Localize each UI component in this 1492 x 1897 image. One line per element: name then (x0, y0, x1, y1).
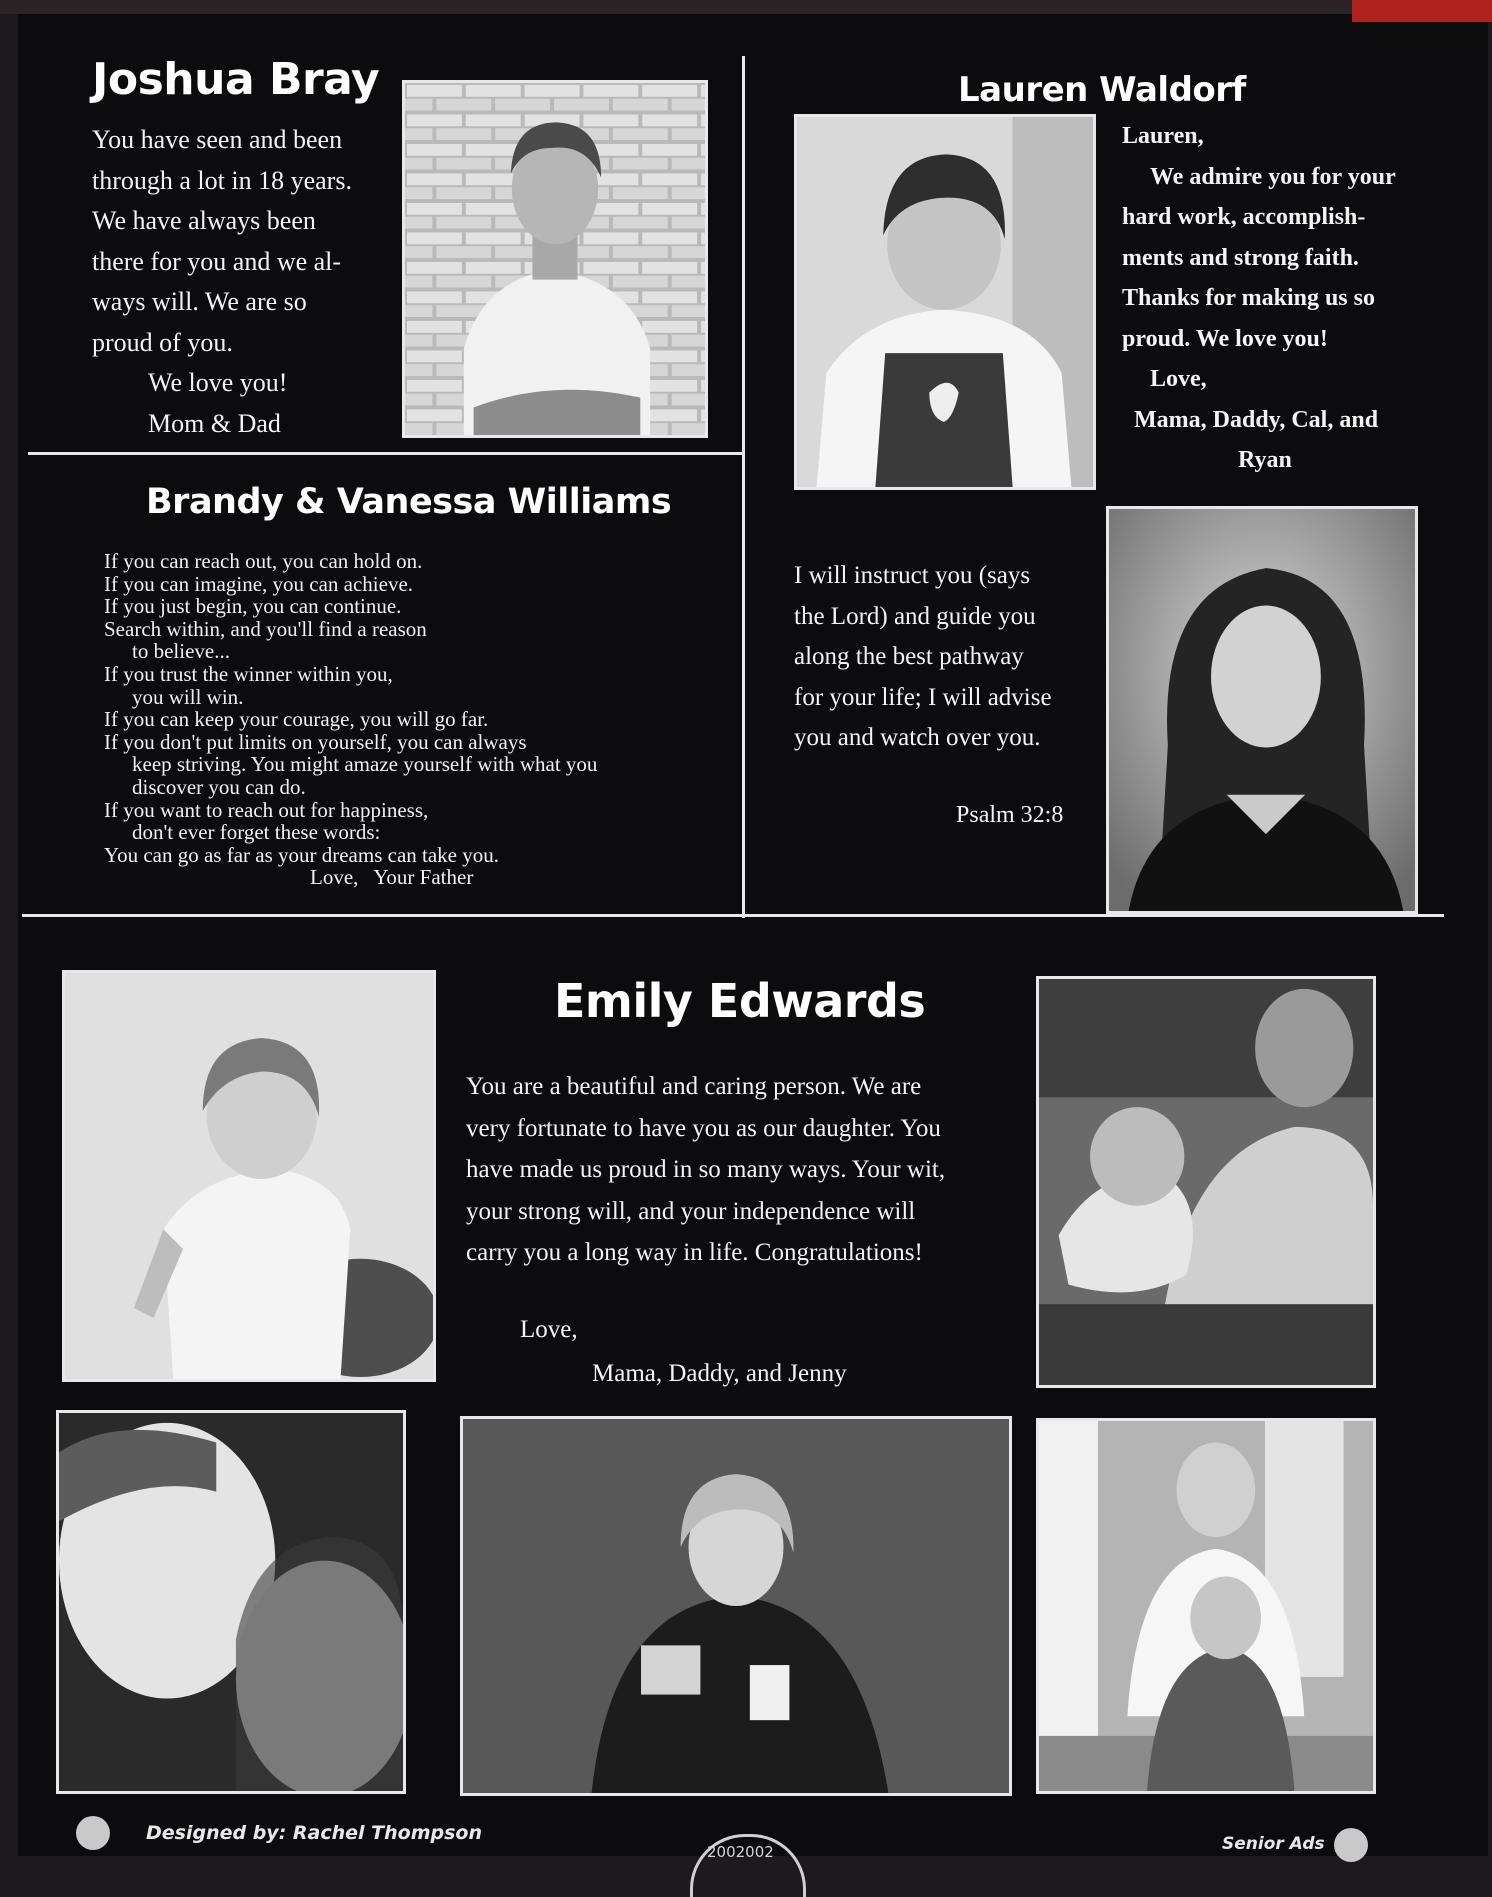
lauren-title: Lauren Waldorf (958, 70, 1246, 110)
section-label: Senior Ads (1222, 1834, 1325, 1854)
joshua-message (92, 120, 352, 444)
joshua-line: We have always been (92, 206, 316, 235)
emily-message (466, 1066, 945, 1274)
poem-line: Search within, and you'll find a reason (104, 616, 427, 641)
poem-line: If you can imagine, you can achieve. (104, 571, 414, 596)
joshua-line: ways will. We are so (92, 287, 307, 316)
verse-line: I will instruct you (says (794, 562, 1031, 589)
poem-line: discover you can do. (132, 774, 306, 799)
joshua-title: Joshua Bray (92, 54, 380, 105)
emily-with-sister-photo (1036, 1418, 1376, 1794)
divider-horizontal-main (22, 914, 1444, 917)
verse-line: along the best pathway (794, 643, 1024, 670)
verse-citation: Psalm 32:8 (956, 802, 1064, 828)
poem-line: you will win. (132, 684, 244, 709)
lauren-line: Love, (1150, 366, 1207, 392)
divider-horizontal-left (28, 452, 742, 455)
emily-line: very fortunate to have you as our daughter. You (466, 1114, 941, 1142)
top-edge (0, 0, 1492, 14)
emily-toddler-photo (62, 970, 436, 1382)
poem-line: If you can keep your courage, you will go far. (104, 707, 489, 732)
poem-line: If you don't put limits on yourself, you can always (104, 729, 527, 754)
lauren-line: hard work, accomplish- (1122, 204, 1366, 230)
emily-from: Mama, Daddy, and Jenny (592, 1360, 847, 1387)
emily-line: have made us proud in so many ways. Your wit, (466, 1156, 946, 1183)
joshua-line: proud of you. (92, 327, 233, 357)
footer-left-circle (76, 1816, 110, 1850)
poem-line: If you trust the winner within you, (104, 661, 393, 686)
poem-line: don't ever forget these words: (132, 820, 381, 845)
lauren-line: Mama, Daddy, Cal, and (1134, 406, 1379, 433)
poem-line: If you just begin, you can continue. (104, 594, 402, 619)
lauren-line: Lauren, (1122, 123, 1204, 149)
brandy-title: Brandy & Vanessa Williams (146, 482, 672, 522)
verse-line: you and watch over you. (794, 724, 1041, 751)
joshua-line: You have seen and been (92, 125, 343, 154)
emily-line: your strong will, and your independence will (466, 1197, 916, 1225)
poem-line: keep striving. You might amaze yourself with what you (132, 752, 598, 777)
poem-line: You can go as far as your dreams can take you. (104, 842, 500, 867)
lauren-line: proud. We love you! (1122, 325, 1328, 352)
emily-letter-jacket-photo (460, 1416, 1012, 1796)
poem-signature: Love, Your Father (310, 865, 474, 890)
emily-love: Love, (520, 1316, 578, 1343)
lauren-line: Ryan (1238, 447, 1292, 473)
lauren-childhood-photo (794, 114, 1096, 490)
lauren-message (1122, 116, 1396, 481)
lauren-verse (794, 556, 1052, 759)
poem-line: If you want to reach out for happiness, (104, 797, 429, 822)
poem-line: If you can reach out, you can hold on. (104, 549, 423, 573)
emily-line: You are a beautiful and caring person. We are (466, 1073, 922, 1100)
emily-line: carry you a long way in life. Congratulations! (466, 1239, 923, 1266)
verse-line: the Lord) and guide you (794, 602, 1036, 630)
joshua-line: there for you and we al- (92, 246, 342, 276)
verse-line: for your life; I will advise (794, 683, 1052, 711)
poem-line: to believe... (132, 639, 230, 664)
lauren-line: ments and strong faith. (1122, 244, 1359, 271)
joshua-line: through a lot in 18 years. (92, 165, 352, 195)
seal-text: 2002002 (707, 1843, 774, 1861)
emily-with-mother-photo (56, 1410, 406, 1794)
footer-right-circle (1334, 1828, 1368, 1862)
emily-baby-with-father-photo (1036, 976, 1376, 1388)
joshua-closing: Mom & Dad (148, 408, 281, 438)
brandy-poem (104, 550, 744, 889)
emily-title: Emily Edwards (554, 974, 926, 1028)
lauren-senior-photo (1106, 506, 1418, 914)
lauren-line: We admire you for your (1150, 163, 1396, 190)
designer-credit: Designed by: Rachel Thompson (146, 1822, 482, 1844)
joshua-portrait-photo (402, 80, 708, 438)
red-corner-accent (1352, 0, 1492, 22)
lauren-line: Thanks for making us so (1122, 285, 1375, 311)
joshua-closing: We love you! (148, 368, 288, 397)
